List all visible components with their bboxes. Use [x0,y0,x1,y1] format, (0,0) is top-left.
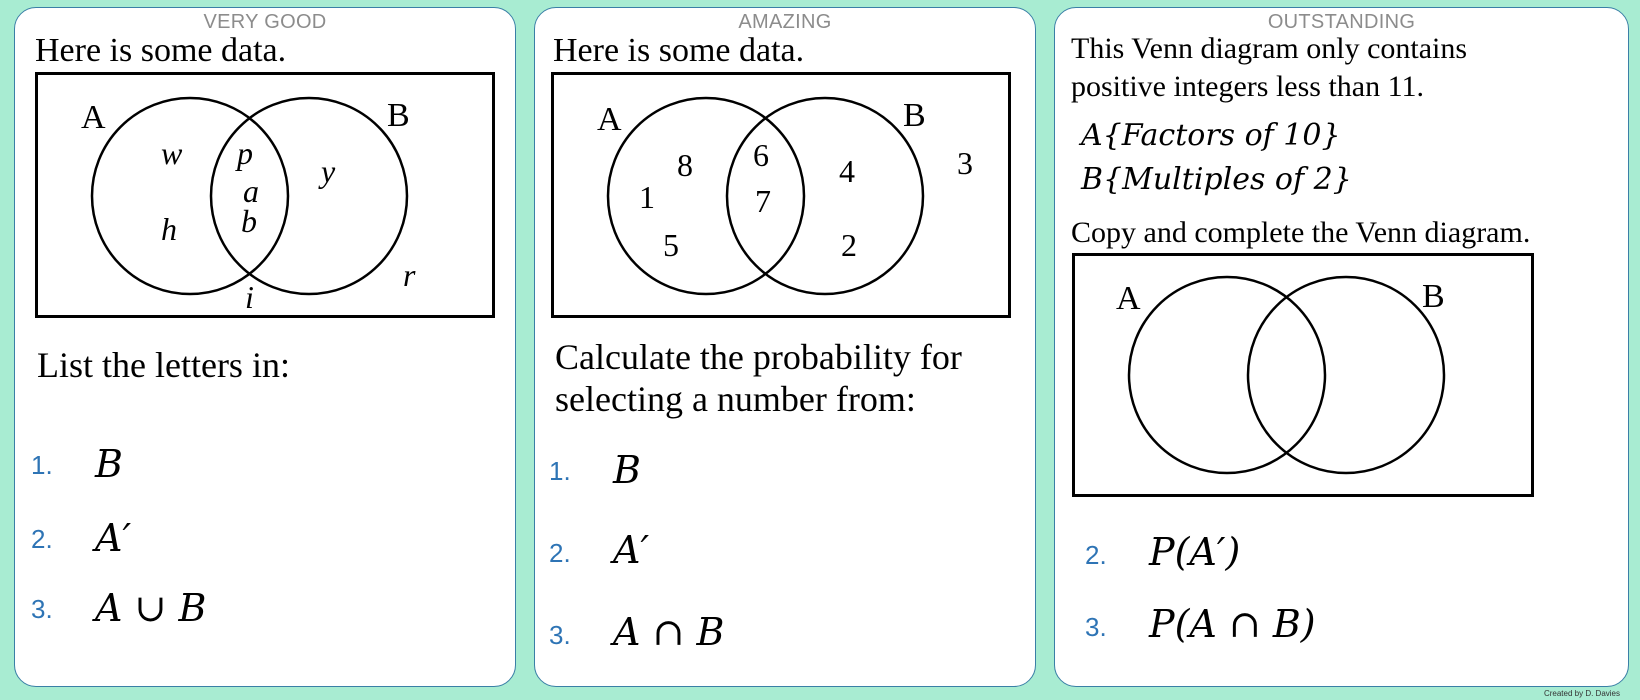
question-3 [15,588,515,648]
card-amazing [534,7,1036,687]
prompt-text: List the letters in: [37,345,290,385]
set-definition-b: B{Multiples of 2} [1081,162,1352,197]
question-number: 2. [31,524,53,554]
question-number: 2. [1085,540,1107,570]
intro-text: Here is some data. [35,32,287,69]
question-3 [1055,600,1628,660]
card-title: OUTSTANDING [1267,11,1416,33]
question-1 [535,444,1035,504]
question-expression: A′ [95,516,132,560]
question-expression: A ∪ B [95,586,207,630]
circle-b [1248,277,1444,473]
circle-a [608,98,804,294]
question-expression: B [95,442,123,486]
set-b-label: B [903,97,926,134]
set-b-label: B [387,97,410,134]
circle-a [1129,277,1325,473]
credit-text: Created by D. Davies [1543,689,1620,698]
element-only-a: w [161,135,183,171]
question-2 [15,516,515,576]
circle-b [211,98,407,294]
question-1 [15,438,515,498]
intro-line-2: positive integers less than 11. [1071,70,1424,103]
question-2 [1055,528,1628,588]
venn-diagram [551,72,1011,318]
universal-set-box [1074,255,1533,496]
prompt-line-2: selecting a number from: [555,379,916,419]
set-a-label: A [81,99,106,136]
element-outside: 3 [957,145,973,181]
set-b-label: B [1422,278,1445,315]
question-expression: A ∩ B [613,610,725,654]
element-only-b: y [321,153,336,189]
set-a-label: A [597,101,622,138]
element-only-a: 1 [639,179,655,215]
element-both: 7 [755,183,771,219]
element-both: a [243,173,259,209]
question-expression: P(A ∩ B) [1149,602,1316,646]
question-expression: A′ [613,528,650,572]
element-outside: i [245,279,254,315]
question-3 [535,608,1035,668]
set-a-label: A [1116,280,1141,317]
question-number: 3. [31,594,53,624]
element-only-b: 2 [841,227,857,263]
card-very-good [14,7,516,687]
intro-text: Here is some data. [553,32,805,69]
venn-diagram [35,72,495,318]
card-outstanding [1054,7,1629,687]
element-only-a: h [161,211,177,247]
set-definition-a: A{Factors of 10} [1081,118,1341,153]
question-number: 1. [549,456,571,486]
element-only-b: 4 [839,153,855,189]
card-title: VERY GOOD [203,11,327,33]
question-number: 2. [549,538,571,568]
question-number: 3. [1085,612,1107,642]
question-number: 1. [31,450,53,480]
element-both: 6 [753,137,769,173]
element-only-a: 5 [663,227,679,263]
question-expression: P(A′) [1149,530,1241,574]
element-outside: r [403,257,416,293]
element-both: p [237,135,253,171]
question-2 [535,526,1035,586]
card-title: AMAZING [738,11,832,33]
element-only-a: 8 [677,147,693,183]
venn-diagram-blank [1072,253,1534,497]
instruction-text: Copy and complete the Venn diagram. [1071,216,1531,249]
element-both: b [241,203,257,239]
intro-line-1: This Venn diagram only contains [1071,32,1468,65]
question-expression: B [613,448,641,492]
question-number: 3. [549,620,571,650]
prompt-line-1: Calculate the probability for [555,337,962,377]
